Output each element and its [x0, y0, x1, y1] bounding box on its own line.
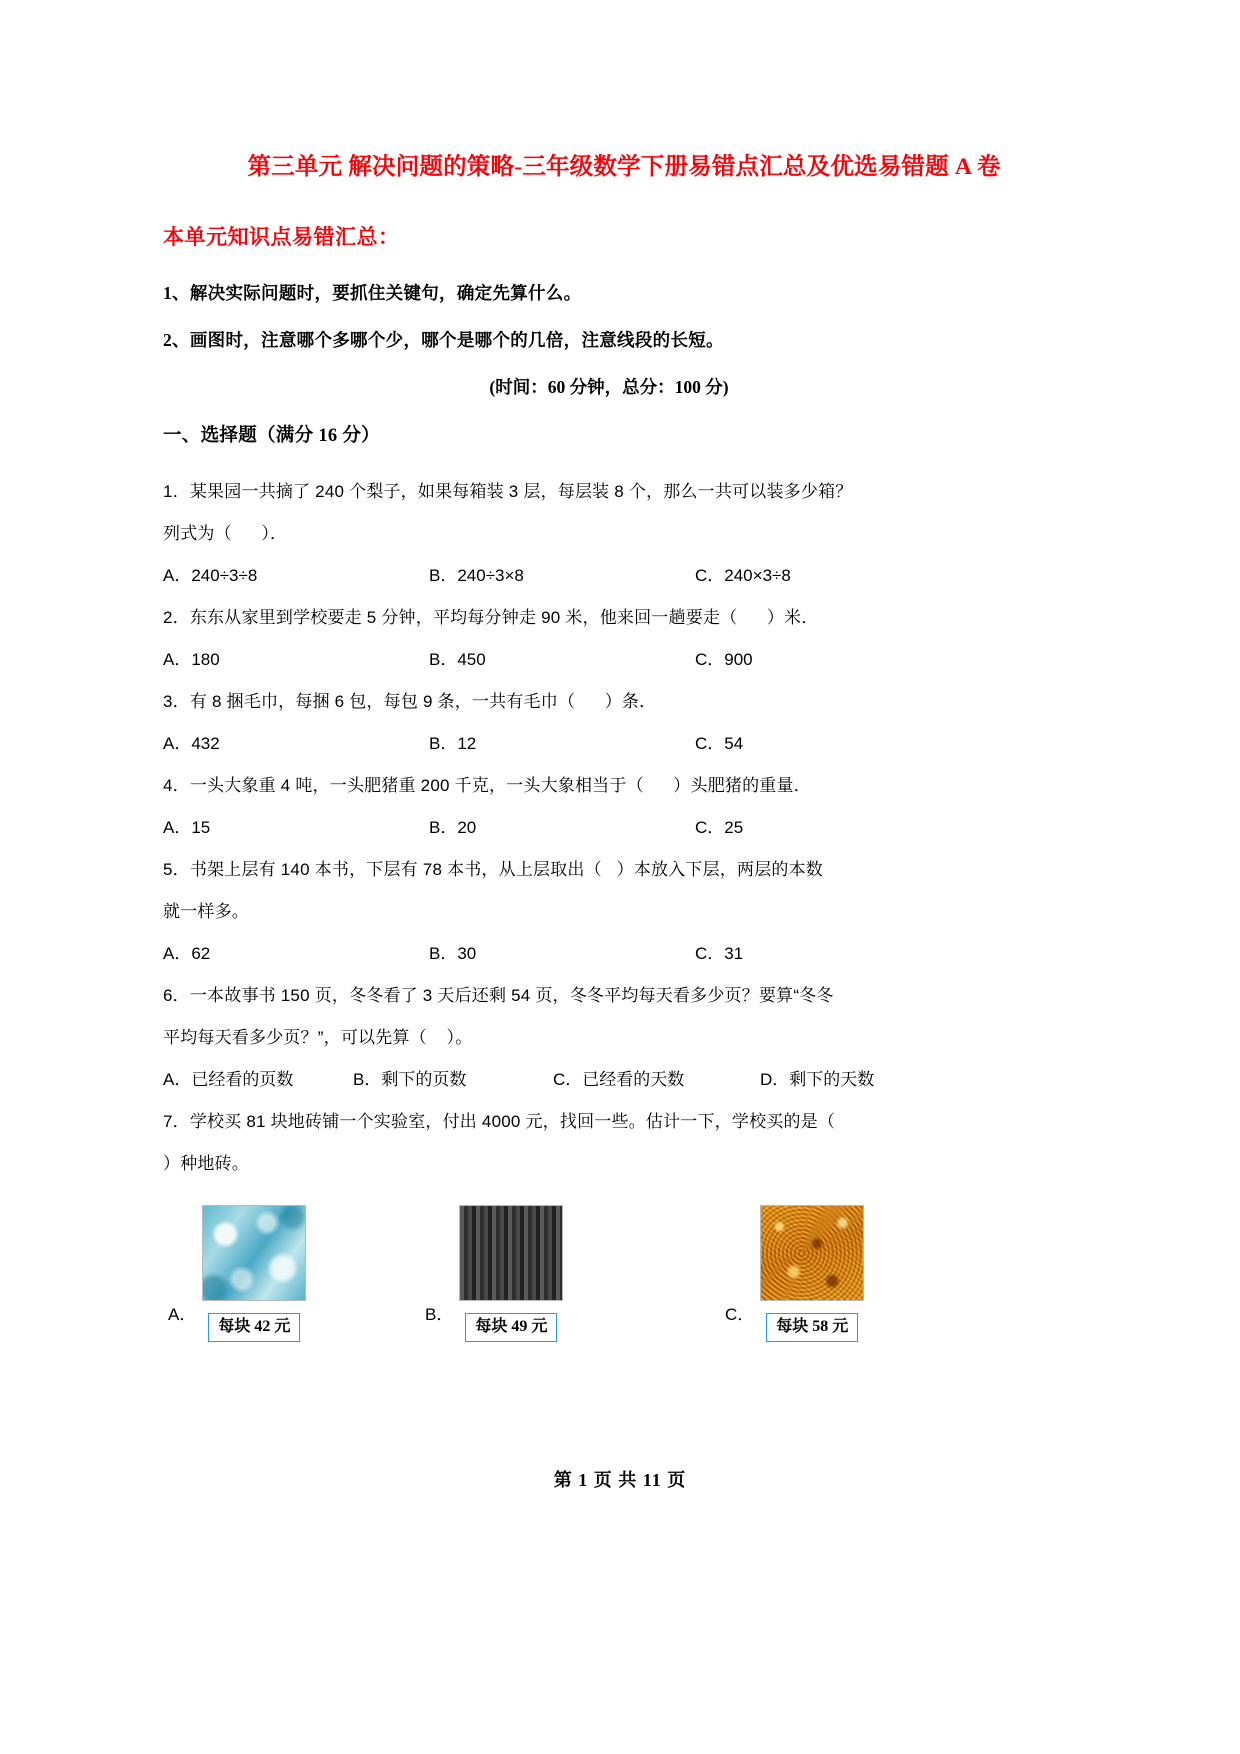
question-7-option-a[interactable]: [168, 1205, 306, 1342]
question-4-option-c[interactable]: C．25: [695, 818, 744, 837]
question-7-option-c-price: 每块 58 元: [766, 1313, 858, 1342]
question-4-option-a[interactable]: A．15: [163, 818, 211, 837]
question-2-option-b[interactable]: B．450: [429, 650, 486, 669]
question-6: [163, 975, 1085, 1059]
question-6-option-c[interactable]: C．已经看的天数: [553, 1070, 685, 1089]
question-2: [163, 597, 1085, 639]
question-7-option-c-column: [760, 1205, 864, 1342]
question-5-option-a[interactable]: A．62: [163, 944, 211, 963]
question-1-options: [163, 555, 1085, 597]
question-7-option-b-letter: B．: [425, 1305, 454, 1324]
page-footer: [0, 1468, 1240, 1492]
question-4: [163, 765, 1085, 807]
question-4-options: [163, 807, 1085, 849]
question-5-line-2: 就一样多。: [163, 902, 249, 921]
question-3-option-b[interactable]: B．12: [429, 734, 477, 753]
knowledge-point-2: 2、画图时，注意哪个多哪个少，哪个是哪个的几倍，注意线段的长短。: [163, 330, 724, 350]
question-1-option-c[interactable]: C．240×3÷8: [695, 566, 791, 585]
question-3-line-1: 3．有 8 捆毛巾，每捆 6 包，每包 9 条，一共有毛巾（ ）条．: [163, 692, 657, 711]
question-3-options: [163, 723, 1085, 765]
question-3: [163, 681, 1085, 723]
section-heading-choice: 一、选择题（满分 16 分）: [163, 426, 380, 446]
question-3-option-c[interactable]: C．54: [695, 734, 744, 753]
orange-speckled-tile-image: [760, 1205, 864, 1301]
question-1: [163, 471, 1085, 555]
page-content: [163, 150, 1085, 1395]
question-2-options: [163, 639, 1085, 681]
question-5: [163, 849, 1085, 933]
question-5-line-1: 5．书架上层有 140 本书，下层有 78 本书，从上层取出（ ）本放入下层，两层的本数: [163, 860, 823, 879]
question-6-line-1: 6．一本故事书 150 页，冬冬看了 3 天后还剩 54 页，冬冬平均每天看多少页？要算“冬冬: [163, 986, 834, 1005]
question-2-option-a[interactable]: A．180: [163, 650, 220, 669]
question-7-option-b-column: [459, 1205, 563, 1342]
question-3-option-a[interactable]: A．432: [163, 734, 220, 753]
question-2-line-1: 2．东东从家里到学校要走 5 分钟，平均每分钟走 90 米，他来回一趟要走（ ）米．: [163, 608, 819, 627]
question-7-line-1: 7．学校买 81 块地砖铺一个实验室，付出 4000 元，找回一些。估计一下，学校买的是（: [163, 1112, 836, 1131]
knowledge-point-1: 1、解决实际问题时，要抓住关键句，确定先算什么。: [163, 283, 582, 303]
question-6-options: [163, 1059, 1085, 1101]
question-7-line-2: ）种地砖。: [163, 1154, 249, 1173]
question-7-option-c[interactable]: [725, 1205, 864, 1342]
question-4-option-b[interactable]: B．20: [429, 818, 477, 837]
question-7-option-a-column: [202, 1205, 306, 1342]
question-5-options: [163, 933, 1085, 975]
page-number-text: 第 1 页 共 11 页: [553, 1470, 687, 1490]
time-and-score: (时间：60 分钟，总分：100 分): [489, 377, 729, 397]
question-2-option-c[interactable]: C．900: [695, 650, 753, 669]
question-1-line-1: 1．某果园一共摘了 240 个梨子，如果每箱装 3 层，每层装 8 个，那么一共可以装多少箱？: [163, 482, 853, 501]
marble-tile-image: [202, 1205, 306, 1301]
question-7-option-a-price: 每块 42 元: [208, 1313, 300, 1342]
question-7: [163, 1101, 1085, 1185]
question-7-option-c-letter: C．: [725, 1305, 755, 1324]
question-6-line-2: 平均每天看多少页？”，可以先算（ ）。: [163, 1028, 473, 1047]
question-6-option-a[interactable]: A．已经看的页数: [163, 1070, 294, 1089]
section-red-header: 本单元知识点易错汇总：: [163, 225, 400, 249]
question-6-option-d[interactable]: D．剩下的天数: [760, 1070, 875, 1089]
page-title: 第三单元 解决问题的策略-三年级数学下册易错点汇总及优选易错题 A 卷: [247, 154, 1001, 180]
question-1-line-2: 列式为（ ）．: [163, 524, 288, 543]
question-7-tile-options: [163, 1205, 1085, 1395]
question-6-option-b[interactable]: B．剩下的页数: [353, 1070, 467, 1089]
question-1-option-a[interactable]: A．240÷3÷8: [163, 566, 258, 585]
question-7-option-b-price: 每块 49 元: [465, 1313, 557, 1342]
question-1-option-b[interactable]: B．240÷3×8: [429, 566, 524, 585]
question-5-option-c[interactable]: C．31: [695, 944, 744, 963]
question-7-option-b[interactable]: [425, 1205, 563, 1342]
question-7-option-a-letter: A．: [168, 1305, 197, 1324]
question-5-option-b[interactable]: B．30: [429, 944, 477, 963]
question-4-line-1: 4．一头大象重 4 吨，一头肥猪重 200 千克，一头大象相当于（ ）头肥猪的重量．: [163, 776, 811, 795]
woven-dark-tile-image: [459, 1205, 563, 1301]
